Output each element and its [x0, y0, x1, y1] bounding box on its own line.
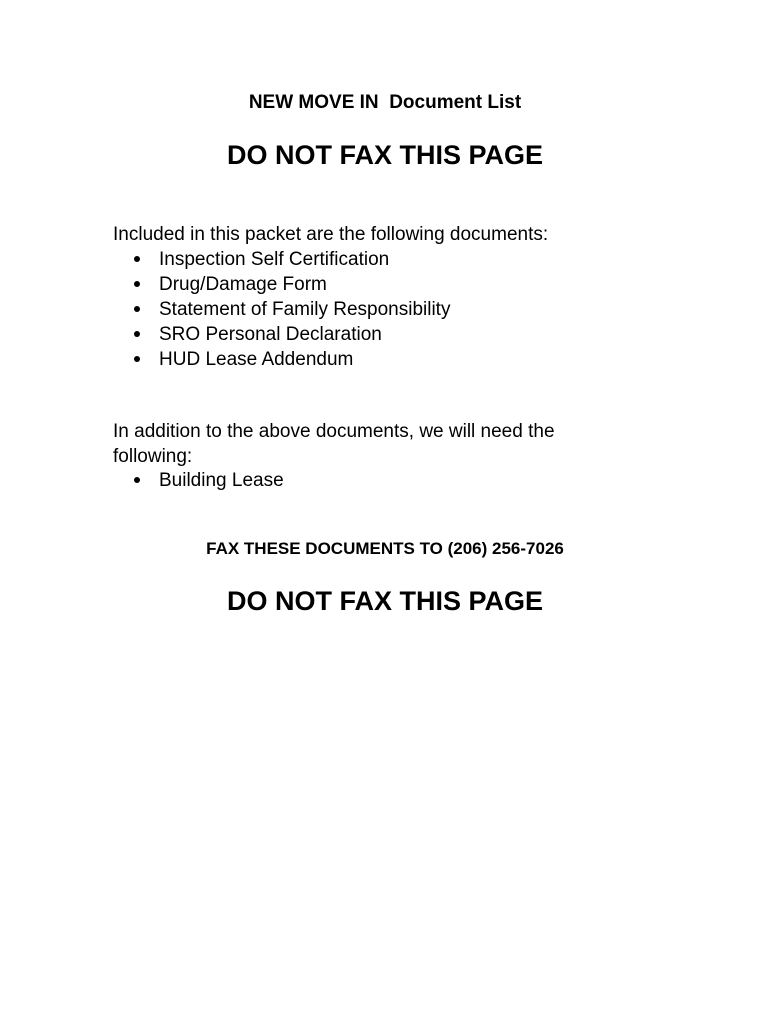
list-item [132, 297, 450, 322]
do-not-fax-warning-bottom: DO NOT FAX THIS PAGE [226, 586, 544, 616]
list-item-label: Statement of Family Responsibility [159, 299, 451, 320]
list-item-label: HUD Lease Addendum [159, 349, 354, 370]
list-item [132, 322, 450, 347]
do-not-fax-warning-top: DO NOT FAX THIS PAGE [226, 140, 544, 170]
list-item [132, 272, 450, 297]
included-intro: Included in this packet are the following documents: [113, 224, 549, 245]
bullet-icon [134, 356, 140, 362]
list-item-label: Building Lease [159, 470, 284, 491]
bullet-icon [134, 256, 140, 262]
list-item-label: SRO Personal Declaration [159, 324, 382, 345]
list-item [132, 347, 450, 372]
additional-documents-list [132, 468, 284, 493]
list-item [132, 247, 450, 272]
bullet-icon [134, 477, 140, 483]
included-documents-list [132, 247, 450, 372]
list-item-label: Drug/Damage Form [159, 274, 327, 295]
bullet-icon [134, 281, 140, 287]
bullet-icon [134, 331, 140, 337]
list-item [132, 468, 284, 493]
bullet-icon [134, 306, 140, 312]
list-item-label: Inspection Self Certification [159, 249, 390, 270]
additional-intro: In addition to the above documents, we will need the following: [113, 421, 555, 467]
document-title: NEW MOVE IN Document List [248, 92, 522, 113]
fax-instruction: FAX THESE DOCUMENTS TO (206) 256-7026 [206, 539, 564, 558]
